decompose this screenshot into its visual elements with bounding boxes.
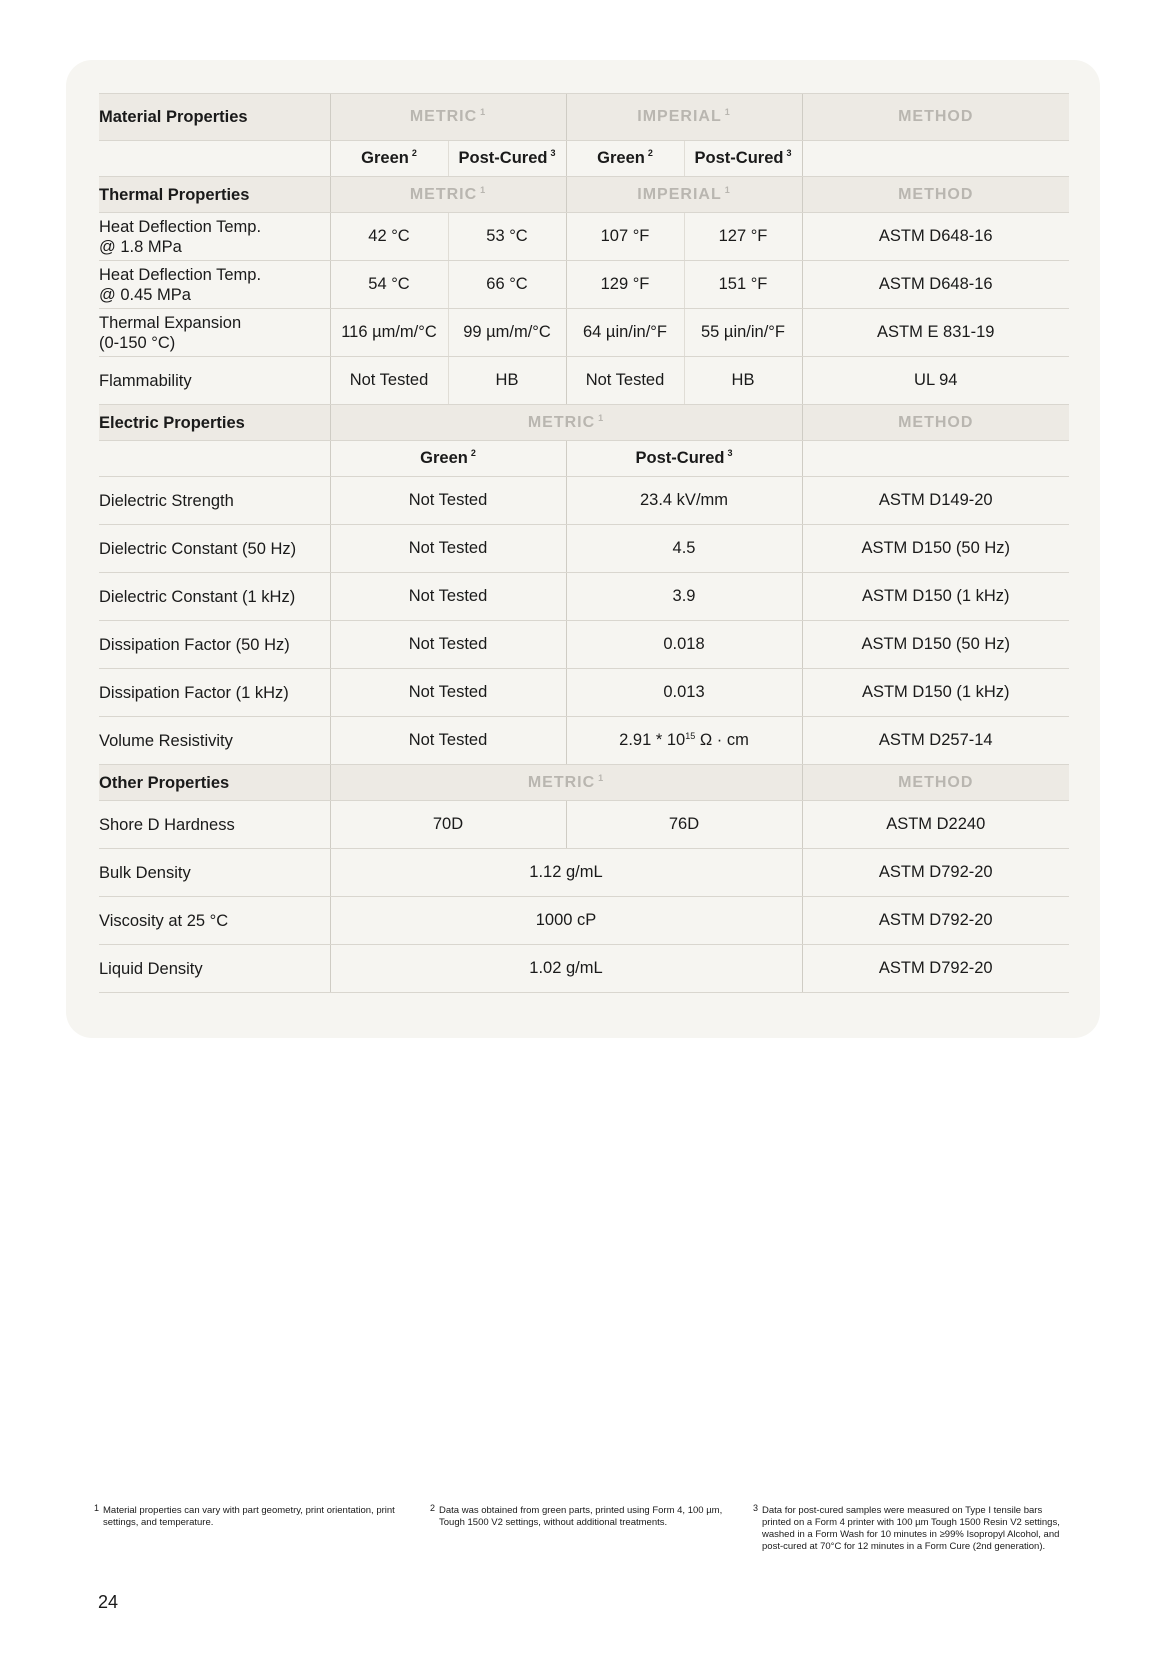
metric-green-value: 116 µm/m/°C [330,309,448,357]
page-number: 24 [98,1592,119,1612]
metric-header: METRIC $^1$ [330,405,802,441]
table-row [99,945,1069,993]
table-row [99,621,1069,669]
footnote-2: 2 Data was obtained from green parts, printed using Form 4, 100 µm, Tough 1500 V2 settings, without additional treatments. [430,1503,723,1528]
table-row [99,309,1069,357]
metric-green-value: 54 °C [330,261,448,309]
imperial-green-value: 129 °F [566,261,684,309]
method-value: ASTM E 831-19 [802,309,1069,357]
property-name: Flammability [99,357,330,405]
post-cured-value: 0.013 [566,669,802,717]
property-name: Heat Deflection Temp. @ 0.45 MPa [99,261,330,309]
metric-green-value: 42 °C [330,213,448,261]
method-value: ASTM D648-16 [802,261,1069,309]
footnote-3: 3 Data for post-cured samples were measured on Type I tensile bars printed on a Form 4 printer with 100 µm Tough 1500 Resin V2 settings, washed in a Form Wash for 10 minutes in ≥99% Isopropyl Alcohol, and post-cured at 70°C for 12 minutes in a Form Cure (2nd generation). [753,1503,1060,1552]
metric-value: 1.12 g/mL [330,849,802,897]
metric-post-cured-value: 99 µm/m/°C [448,309,566,357]
method-header: METHOD [802,177,1069,213]
green-header: Green $^2$ [330,441,566,477]
property-name: Dielectric Strength [99,477,330,525]
post-cured-value: 23.4 kV/mm [566,477,802,525]
property-name: Shore D Hardness [99,801,330,849]
footnote-1: 1 Material properties can vary with part geometry, print orientation, print settings, and temperature. [94,1503,395,1528]
table-row [99,573,1069,621]
electric-properties-header-row [99,405,1069,441]
table-row [99,525,1069,573]
post-cured-value: 4.5 [566,525,802,573]
material-properties-table [99,93,1069,993]
metric-post-cured-value: 53 °C [448,213,566,261]
post-cured-value: 76D [566,801,802,849]
table-row [99,261,1069,309]
method-value: ASTM D2240 [802,801,1069,849]
metric-header: METRIC $^1$ [330,765,802,801]
other-properties-label: Other Properties [99,765,330,801]
green-value: Not Tested [330,477,566,525]
metric-green-header: Green $^2$ [330,141,448,177]
property-name: Dielectric Constant (50 Hz) [99,525,330,573]
imperial-header: IMPERIAL $^1$ [566,94,802,141]
property-name: Viscosity at 25 °C [99,897,330,945]
method-value: ASTM D792-20 [802,945,1069,993]
post-cured-value: 0.018 [566,621,802,669]
method-header: METHOD [802,765,1069,801]
table-row [99,477,1069,525]
table-row [99,357,1069,405]
metric-post-cured-value: HB [448,357,566,405]
table-row [99,669,1069,717]
thermal-properties-header-row [99,177,1069,213]
post-cured-header: Post-Cured $^3$ [566,441,802,477]
imperial-green-value: 64 µin/in/°F [566,309,684,357]
property-name: Bulk Density [99,849,330,897]
method-value: ASTM D150 (1 kHz) [802,669,1069,717]
green-value: 70D [330,801,566,849]
method-value: ASTM D257-14 [802,717,1069,765]
property-name: Dissipation Factor (50 Hz) [99,621,330,669]
green-value: Not Tested [330,525,566,573]
imperial-post-cured-value: 151 °F [684,261,802,309]
state-subheader-row [99,141,1069,177]
material-properties-header-row [99,94,1069,141]
imperial-post-cured-header: Post-Cured $^3$ [684,141,802,177]
imperial-green-value: 107 °F [566,213,684,261]
property-name: Dissipation Factor (1 kHz) [99,669,330,717]
method-value: ASTM D792-20 [802,897,1069,945]
green-value: Not Tested [330,573,566,621]
metric-header: METRIC $^1$ [330,94,566,141]
state-subheader-row [99,441,1069,477]
property-name: Heat Deflection Temp. @ 1.8 MPa [99,213,330,261]
table-row [99,801,1069,849]
method-value: ASTM D150 (1 kHz) [802,573,1069,621]
imperial-post-cured-value: 55 µin/in/°F [684,309,802,357]
imperial-header: IMPERIAL $^1$ [566,177,802,213]
imperial-post-cured-value: 127 °F [684,213,802,261]
method-value: ASTM D150 (50 Hz) [802,621,1069,669]
post-cured-value: $2.91 * 10^{15}$ Ω · cm [566,717,802,765]
method-value: ASTM D792-20 [802,849,1069,897]
thermal-properties-label: Thermal Properties [99,177,330,213]
material-properties-label: Material Properties [99,94,330,141]
metric-post-cured-header: Post-Cured $^3$ [448,141,566,177]
green-value: Not Tested [330,669,566,717]
property-name: Volume Resistivity [99,717,330,765]
table-row [99,717,1069,765]
method-value: UL 94 [802,357,1069,405]
metric-value: 1000 cP [330,897,802,945]
table-row [99,849,1069,897]
imperial-green-header: Green $^2$ [566,141,684,177]
property-name: Liquid Density [99,945,330,993]
method-value: ASTM D150 (50 Hz) [802,525,1069,573]
metric-post-cured-value: 66 °C [448,261,566,309]
table-row [99,897,1069,945]
method-header: METHOD [802,405,1069,441]
imperial-post-cured-value: HB [684,357,802,405]
method-value: ASTM D149-20 [802,477,1069,525]
property-name: Thermal Expansion (0-150 °C) [99,309,330,357]
green-value: Not Tested [330,621,566,669]
metric-green-value: Not Tested [330,357,448,405]
property-name: Dielectric Constant (1 kHz) [99,573,330,621]
other-properties-header-row [99,765,1069,801]
post-cured-value: 3.9 [566,573,802,621]
method-header: METHOD [802,94,1069,141]
method-value: ASTM D648-16 [802,213,1069,261]
electric-properties-label: Electric Properties [99,405,330,441]
green-value: Not Tested [330,717,566,765]
imperial-green-value: Not Tested [566,357,684,405]
table-row [99,213,1069,261]
metric-value: 1.02 g/mL [330,945,802,993]
metric-header: METRIC $^1$ [330,177,566,213]
